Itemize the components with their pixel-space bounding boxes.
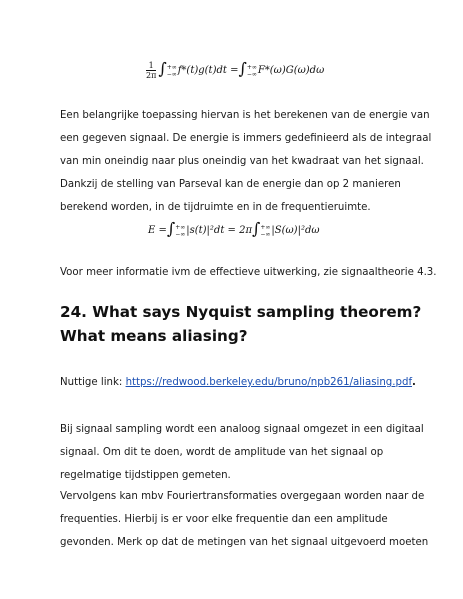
paragraph-line: Een belangrijke toepassing hiervan is het berekenen van de energie van (60, 110, 430, 121)
integral-sign: ∫ (158, 59, 167, 78)
integral-sign: ∫ (166, 219, 176, 238)
formula-rhs: |S(ω)|²dω (271, 225, 320, 236)
lower-limit: −∞ (246, 70, 257, 78)
formula-lhs: E = (148, 225, 167, 236)
paragraph-line: Voor meer informatie ivm de effectieve uitwerking, zie signaaltheorie 4.3. (60, 267, 437, 278)
paragraph-line: Bij signaal sampling wordt een analoog signaal omgezet in een digitaal (60, 424, 424, 435)
energy-formula (148, 218, 320, 238)
parseval-formula (146, 58, 324, 80)
formula-middle: |s(t)|²dt = 2π (186, 225, 253, 236)
link-prefix: Nuttige link: (60, 377, 123, 388)
integral-limits (167, 64, 177, 78)
paragraph-line: Dankzij de stelling van Parseval kan de energie dan op 2 manieren (60, 179, 401, 190)
fraction-numerator: 1 (146, 61, 156, 71)
integral-sign: ∫ (238, 59, 247, 78)
fraction-denominator: 2π (146, 71, 157, 80)
paragraph-line: berekend worden, in de tijdruimte en in de frequentieruimte. (60, 202, 371, 213)
integral-limits (260, 224, 270, 238)
paragraph-line: Vervolgens kan mbv Fouriertransformaties overgegaan worden naar de (60, 491, 425, 502)
integral-limits (175, 224, 185, 238)
section-heading: What means aliasing? (60, 327, 248, 345)
upper-limit: +∞ (246, 63, 257, 71)
paragraph-line: regelmatige tijdstippen gemeten. (60, 470, 231, 481)
paragraph-line: een gegeven signaal. De energie is immers gedefinieerd als de integraal (60, 133, 432, 144)
link-suffix: . (412, 377, 416, 388)
formula-lhs: f*(t)g(t)dt = (177, 65, 239, 76)
section-heading: 24. What says Nyquist sampling theorem? (60, 303, 422, 321)
paragraph-line: signaal. Om dit te doen, wordt de amplitude van het signaal op (60, 447, 384, 458)
paragraph-line: gevonden. Merk op dat de metingen van het signaal uitgevoerd moeten (60, 537, 429, 548)
paragraph-line: frequenties. Hierbij is er voor elke frequentie dan een amplitude (60, 514, 388, 525)
paragraph-line: van min oneindig naar plus oneindig van het kwadraat van het signaal. (60, 156, 424, 167)
fraction (146, 61, 156, 80)
lower-limit: −∞ (166, 70, 177, 78)
aliasing-pdf-link[interactable]: https://redwood.berkeley.edu/bruno/npb261/aliasing.pdf (125, 377, 413, 388)
useful-link-line (60, 376, 416, 389)
lower-limit: −∞ (260, 230, 271, 238)
upper-limit: +∞ (166, 63, 177, 71)
integral-limits (247, 64, 257, 78)
upper-limit: +∞ (260, 223, 271, 231)
lower-limit: −∞ (175, 230, 186, 238)
integral-sign: ∫ (252, 219, 261, 238)
upper-limit: +∞ (175, 223, 186, 231)
formula-rhs: F*(ω)G(ω)dω (257, 65, 325, 76)
